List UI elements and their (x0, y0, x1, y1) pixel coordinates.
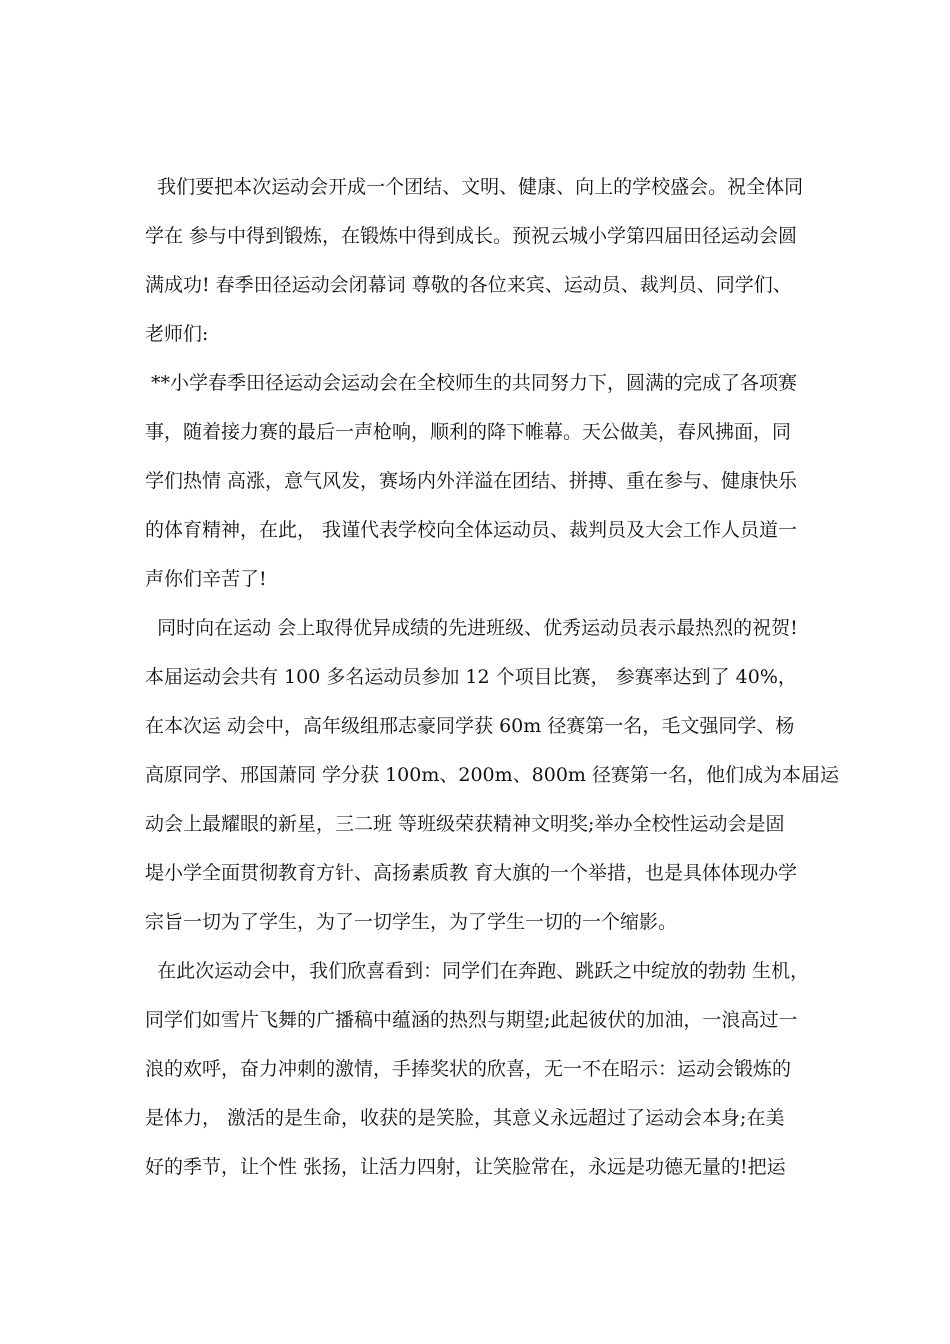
text-line: 学们热情 高涨，意气风发，赛场内外洋溢在团结、拼搏、重在参与、健康快乐 (145, 470, 798, 492)
text-line: 好的季节，让个性 张扬，让活力四射，让笑脸常在，永远是功德无量的!把运 (145, 1156, 786, 1178)
text-line: 的体育精神，在此， 我谨代表学校向全体运动员、裁判员及大会工作人员道一 (145, 519, 798, 541)
text-line: 堤小学全面贯彻教育方针、高扬素质教 育大旗的一个举措，也是具体体现办学 (145, 862, 798, 884)
text-line: 在此次运动会中，我们欣喜看到：同学们在奔跑、跳跃之中绽放的勃勃 生机， (145, 960, 810, 982)
document-body (145, 163, 839, 1192)
text-line: 本届运动会共有 100 多名运动员参加 12 个项目比赛， 参赛率达到了 40%， (145, 666, 797, 688)
text-line: 同时向在运动 会上取得优异成绩的先进班级、优秀运动员表示最热烈的祝贺! (145, 617, 798, 639)
text-line: **小学春季田径运动会运动会在全校师生的共同努力下，圆满的完成了各项赛 (145, 372, 798, 394)
text-line: 声你们辛苦了! (145, 568, 267, 590)
text-line: 学在 参与中得到锻炼，在锻炼中得到成长。预祝云城小学第四届田径运动会圆 (145, 225, 798, 247)
text-line: 宗旨一切为了学生，为了一切学生，为了学生一切的一个缩影。 (145, 911, 678, 933)
text-line: 在本次运 动会中，高年级组邢志豪同学获 60m 径赛第一名，毛文强同学、杨 (145, 715, 795, 737)
text-line: 老师们: (145, 323, 209, 345)
text-line: 我们要把本次运动会开成一个团结、文明、健康、向上的学校盛会。祝全体同 (145, 176, 804, 198)
text-line: 高原同学、邢国萧同 学分获 100m、200m、800m 径赛第一名，他们成为本届运 (145, 764, 839, 786)
text-line: 满成功! 春季田径运动会闭幕词 尊敬的各位来宾、运动员、裁判员、同学们、 (145, 274, 792, 296)
text-line: 是体力， 激活的是生命，收获的是笑脸，其意义永远超过了运动会本身;在美 (145, 1107, 785, 1129)
text-line: 浪的欢呼，奋力冲刺的激情，手捧奖状的欣喜，无一不在昭示：运动会锻炼的 (145, 1058, 792, 1080)
text-line: 事，随着接力赛的最后一声枪响，顺利的降下帷幕。天公做美，春风拂面，同 (145, 421, 792, 443)
text-line: 同学们如雪片飞舞的广播稿中蕴涵的热烈与期望;此起彼伏的加油，一浪高过一 (145, 1009, 798, 1031)
text-line: 动会上最耀眼的新星，三二班 等班级荣获精神文明奖;举办全校性运动会是固 (145, 813, 785, 835)
